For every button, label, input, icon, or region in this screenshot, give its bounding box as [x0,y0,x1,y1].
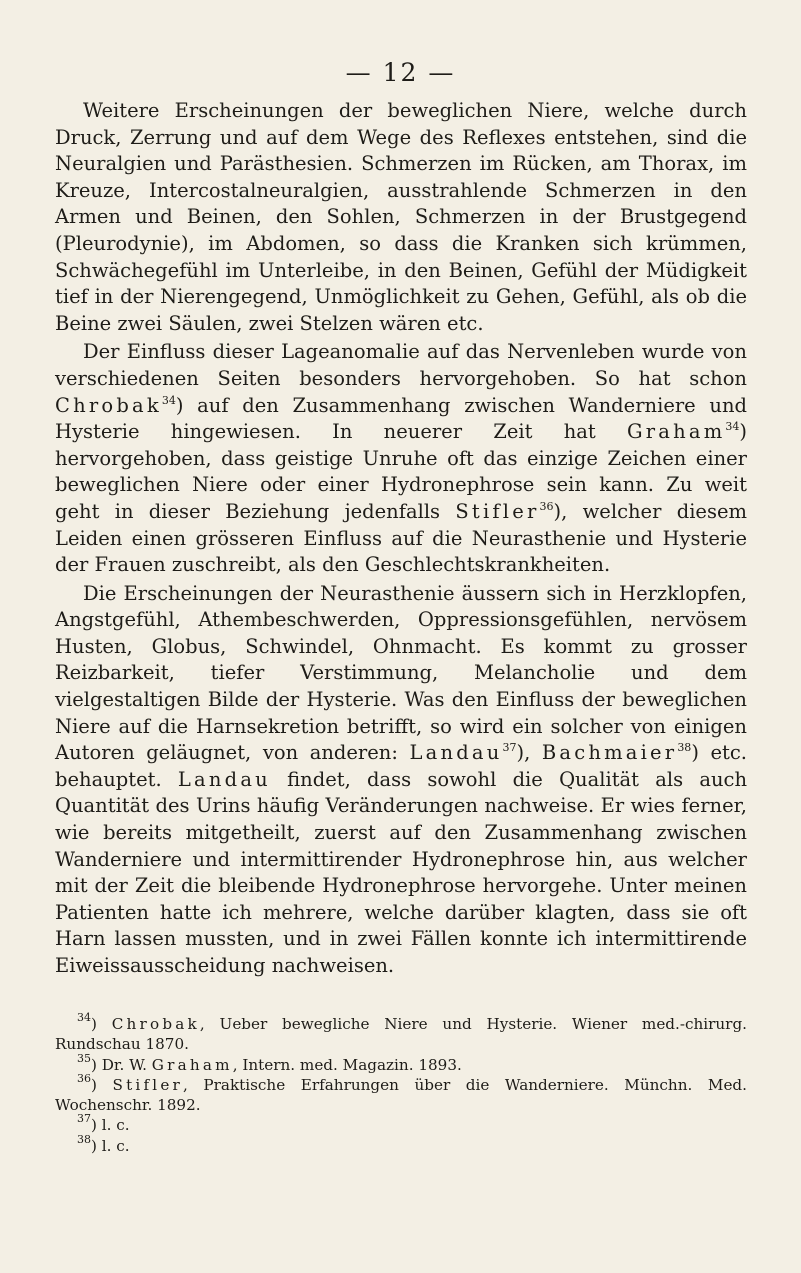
footnote-ref: 37 [77,1112,91,1126]
footnote [55,1132,747,1156]
author-name: Landau [177,767,271,791]
text-run: ) l. c. [91,1136,130,1155]
text-run: , Ueber bewegliche Niere und Hysterie. Wiener med.-chirurg. Rundschau 1870. [55,1015,747,1054]
footnote [55,1051,747,1075]
footnote [55,1112,747,1135]
author-name: Chrobak [111,1015,200,1033]
footnote-ref: 38 [77,1132,91,1146]
author-name: Chrobak [55,393,162,417]
author-name: Stifler [455,499,540,523]
footnote-ref: 35 [77,1051,91,1065]
text-run: , Intern. med. Magazin. 1893. [232,1055,462,1074]
paragraph [55,339,747,578]
footnote-ref: 34 [725,420,740,434]
paragraph [55,98,747,337]
author-name: Bachmaier [541,741,678,765]
footnote [55,1071,747,1116]
text-run: ) Dr. W. [91,1055,152,1074]
main-text [55,98,747,982]
footnote-ref: 34 [161,393,176,407]
text-run: ) [91,1015,112,1033]
author-name: Graham [151,1055,233,1074]
footnote-ref: 38 [677,741,692,755]
text-run: ) l. c. [91,1116,130,1135]
author-name: Landau [409,741,503,765]
text-run: ), [516,741,542,765]
text-run: Weitere Erscheinungen der beweglichen Niere, welche durch Druck, Zerrung und auf dem Wege des Reflexes entstehen, sind die Neuralgien und Parästhesien. Schmerzen im Rücken, am Thorax, im Kreuze, Intercostalneuralgien, ausstrahlende Schmerzen in den Armen und Beinen, den Sohlen, Schmerzen in der Brustgegend (Pleurodynie), im Abdomen, so dass die Kranken sich krümmen, Schwächegefühl im Unterleibe, in den Beinen, Gefühl der Müdigkeit tief in der Nierengegend, Unmöglichkeit zu Gehen, Gefühl, als ob die Beine zwei Säulen, zwei Stelzen wären etc. [55,99,747,335]
author-name: Stifler [112,1075,184,1094]
page-number: — 12 — [345,58,456,87]
footnotes [55,1011,747,1156]
text-run: , Praktische Erfahrungen über die Wanderniere. Münchn. Med. Wochenschr. 1892. [55,1075,747,1115]
text-run: ) hervorgehoben, dass geistige Unruhe oft das einzige Zeichen einer beweglichen Niere oder einer Hydronephrose sein kann. Zu weit geht in dieser Beziehung jedenfalls [55,420,747,523]
text-run: ) etc. behauptet. [55,741,747,791]
footnote-ref: 37 [502,741,517,755]
paragraph [55,581,747,980]
footnote-ref: 34 [77,1011,91,1024]
footnote [55,1011,747,1055]
text-run: Die Erscheinungen der Neurasthenie äussern sich in Herzklopfen, Angstgefühl, Athembeschwerden, Oppressionsgefühlen, nervösem Husten, Globus, Schwindel, Ohnmacht. Es kommt zu grosser Reizbarkeit, tiefer Verstimmung, Melancholie und dem vielgestaltigen Bilde der Hysterie. Was den Einfluss der beweglichen Niere auf die Harnsekretion betrifft, so wird ein solcher von einigen Autoren geläugnet, von anderen: [55,581,747,765]
footnote-ref: 36 [539,499,554,513]
author-name: Graham [626,420,726,444]
text-run: ) auf den Zusammenhang zwischen Wanderniere und Hysterie hingewiesen. In neuerer Zeit hat [55,393,747,444]
text-run: ) [91,1075,113,1094]
text-run: Der Einfluss dieser Lageanomalie auf das Nervenleben wurde von verschiedenen Seiten besonders hervorgehoben. So hat schon [55,340,747,390]
text-run: findet, dass sowohl die Qualität als auch Quantität des Urins häufig Veränderungen nachweise. Er wies ferner, wie bereits mitgetheilt, zuerst auf den Zusammenhang zwischen Wanderniere und intermittirender Hydronephrose hin, aus welcher mit der Zeit die bleibende Hydronephrose hervorgehe. Unter meinen Patienten hatte ich mehrere, welche darüber klagten, dass sie oft Harn lassen mussten, und in zwei Fällen konnte ich intermittirende Eiweissausscheidung nachweisen. [55,767,748,977]
footnote-ref: 36 [77,1071,91,1085]
text-run: ), welcher diesem Leiden einen grösseren Einfluss auf die Neurasthenie und Hysterie der Frauen zuschreibt, als den Geschlechtskrankheiten. [55,499,748,577]
